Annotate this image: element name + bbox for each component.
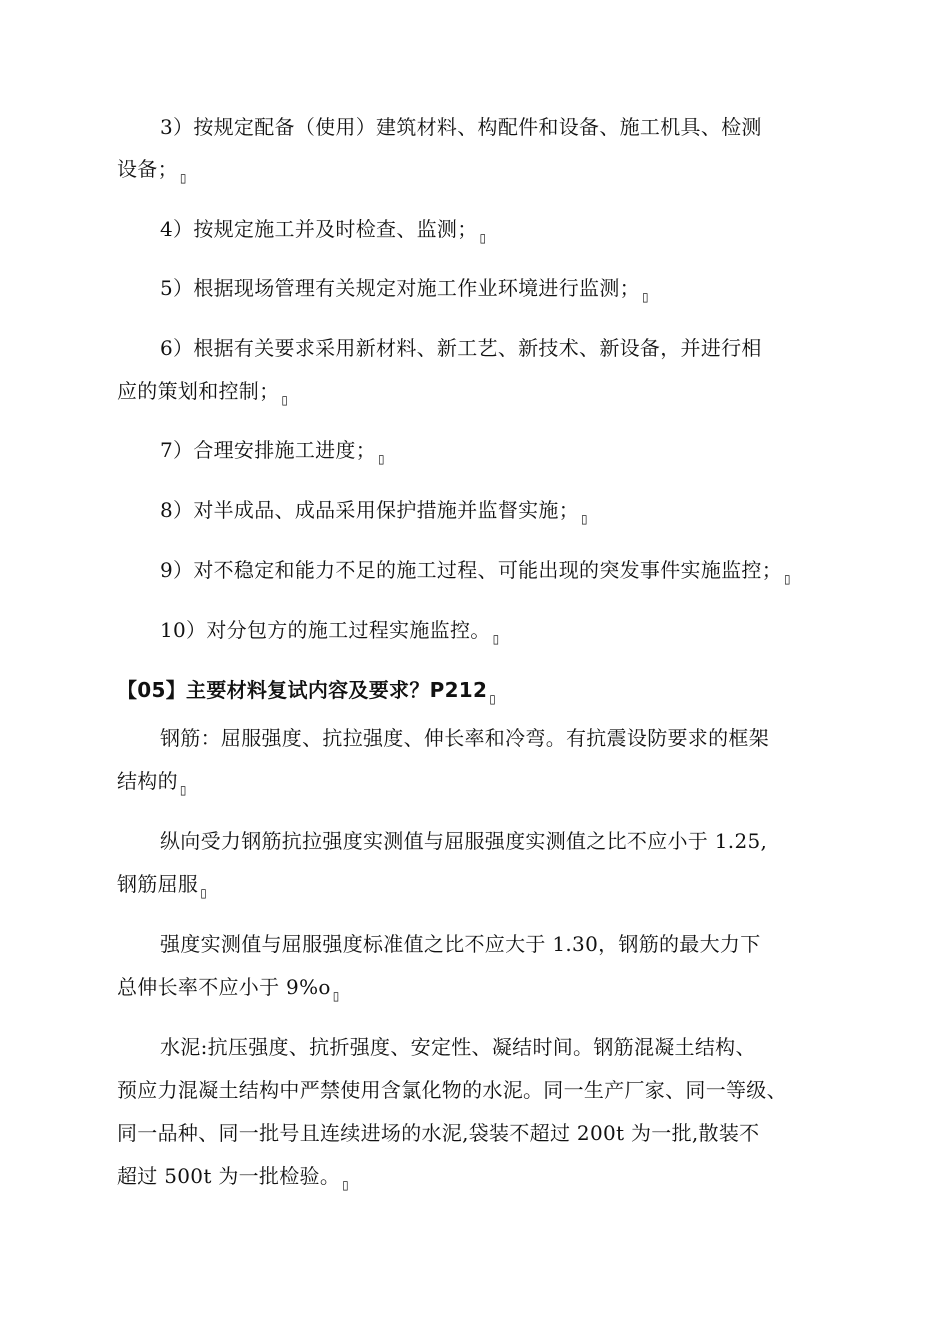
paragraph-mark-icon: ▯: [332, 989, 340, 1003]
paragraph-mark-icon: ▯: [479, 231, 487, 245]
text-line: [160, 437, 385, 465]
text-line: [160, 114, 762, 140]
text-line: [117, 1077, 787, 1103]
line-text: 10）对分包方的施工过程实施监控。: [160, 618, 491, 642]
paragraph-mark-icon: ▯: [378, 452, 385, 466]
line-text: 强度实测值与屈服强度标准值之比不应大于 1.30，钢筋的最大力下: [160, 932, 761, 956]
line-text: 纵向受力钢筋抗拉强度实测值与屈服强度实测值之比不应小于 1.25,: [160, 829, 768, 853]
line-text: 6）根据有关要求采用新材料、新工艺、新技术、新设备，并进行相: [160, 336, 762, 360]
paragraph-mark-icon: ▯: [784, 572, 791, 586]
text-line: [160, 725, 769, 751]
text-line: [160, 216, 486, 244]
text-line: [160, 1034, 756, 1060]
line-text: 应的策划和控制；: [117, 379, 280, 403]
paragraph-mark-icon: ▯: [281, 393, 289, 407]
line-text: 5）根据现场管理有关规定对施工作业环境进行监测；: [160, 276, 640, 300]
line-text: 4）按规定施工并及时检查、监测；: [160, 217, 478, 241]
line-text: 结构的: [117, 769, 178, 793]
paragraph-mark-icon: ▯: [489, 692, 497, 706]
paragraph-mark-icon: ▯: [342, 1178, 350, 1192]
paragraph-mark-icon: ▯: [492, 632, 500, 646]
text-line: [160, 828, 767, 854]
text-line: [160, 931, 761, 957]
line-text: 预应力混凝土结构中严禁使用含氯化物的水泥。同一生产厂家、同一等级、: [117, 1078, 787, 1102]
line-text: 8）对半成品、成品采用保护措施并监督实施；: [160, 498, 580, 522]
line-text: 3）按规定配备（使用）建筑材料、构配件和设备、施工机具、检测: [160, 115, 762, 139]
line-text: 同一品种、同一批号且连续进场的水泥,袋装不超过 200t 为一批,散装不: [117, 1121, 760, 1145]
text-line: [117, 1163, 349, 1191]
line-text: 水泥:抗压强度、抗折强度、安定性、凝结时间。钢筋混凝土结构、: [160, 1035, 756, 1059]
text-line: [117, 378, 288, 406]
paragraph-mark-icon: ▯: [581, 512, 588, 526]
paragraph-mark-icon: ▯: [179, 783, 187, 797]
line-text: 7）合理安排施工进度；: [160, 438, 377, 462]
text-line: [160, 557, 791, 585]
text-line: [117, 974, 340, 1002]
line-text: 设备；: [117, 157, 178, 181]
heading-text: 【05】主要材料复试内容及要求？P212: [117, 678, 488, 702]
text-line: [117, 768, 187, 796]
line-text: 总伸长率不应小于 9%o: [117, 975, 331, 999]
paragraph-mark-icon: ▯: [641, 290, 649, 304]
text-line: [117, 156, 187, 184]
line-text: 超过 500t 为一批检验。: [117, 1164, 341, 1188]
paragraph-mark-icon: ▯: [179, 171, 187, 185]
line-text: 钢筋：屈服强度、抗拉强度、伸长率和冷弯。有抗震设防要求的框架: [160, 726, 769, 750]
line-text: 9）对不稳定和能力不足的施工过程、可能出现的突发事件实施监控；: [160, 558, 783, 582]
section-heading: [117, 677, 496, 705]
text-line: [117, 871, 207, 899]
text-line: [160, 275, 649, 303]
text-line: [160, 617, 499, 645]
text-line: [160, 497, 588, 525]
text-line: [160, 335, 762, 361]
text-line: [117, 1120, 759, 1146]
line-text: 钢筋屈服: [117, 872, 199, 896]
paragraph-mark-icon: ▯: [200, 886, 208, 900]
